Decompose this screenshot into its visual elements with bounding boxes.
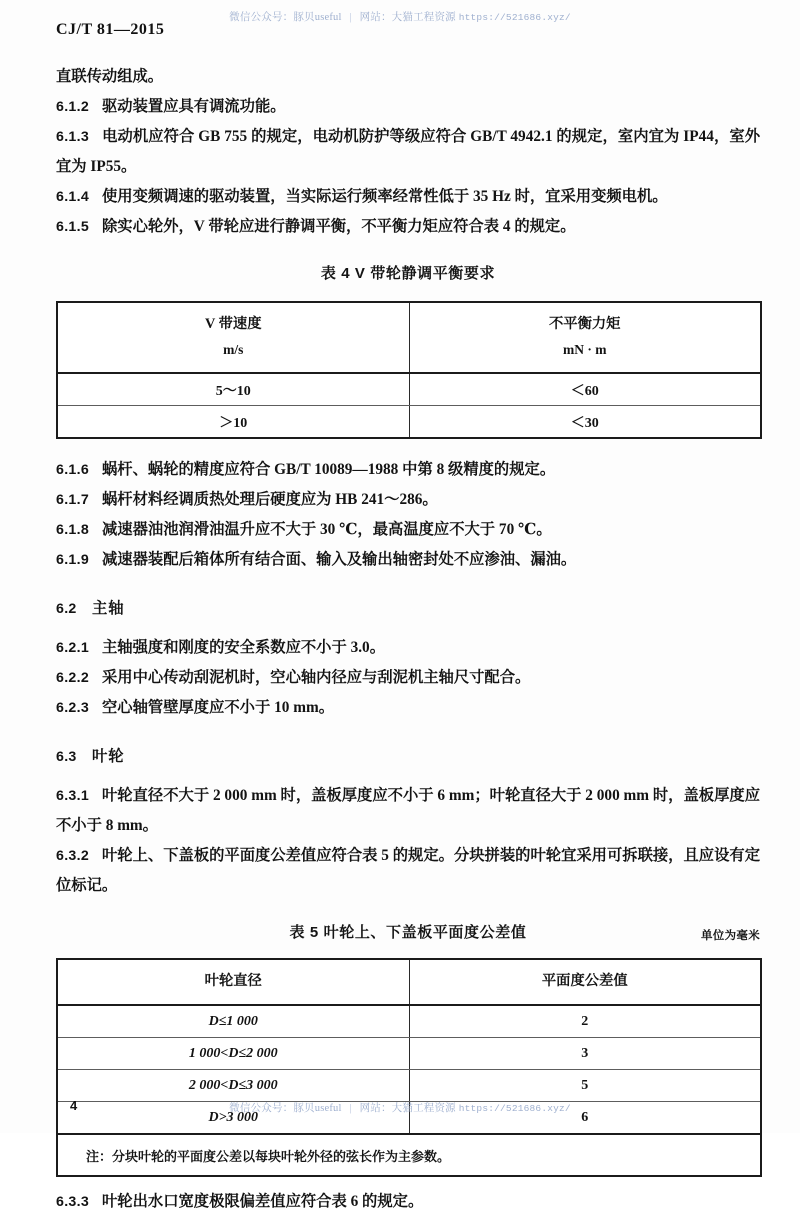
clause-number: 6.1.7 [56, 492, 90, 508]
table-row [57, 1005, 761, 1038]
section-number: 6.2 [56, 601, 77, 617]
clause-number: 6.1.6 [56, 462, 90, 478]
clause-text: 减速器油池润滑油温升应不大于 30 ℃，最高温度应不大于 70 ℃。 [102, 521, 552, 538]
table-row [57, 373, 761, 406]
clause-text: 蜗杆材料经调质热处理后硬度应为 HB 241～286。 [102, 491, 438, 508]
table-5-cell: D>3 000 [57, 1102, 409, 1135]
clause-text: 驱动装置应具有调流功能。 [102, 98, 286, 115]
clause-text: 除实心轮外，V 带轮应进行静调平衡，不平衡力矩应符合表 4 的规定。 [102, 218, 576, 235]
clause-text: 空心轴管壁厚度应不小于 10 mm。 [102, 699, 334, 716]
clause-text: 使用变频调速的驱动装置，当实际运行频率经常性低于 35 Hz 时，宜采用变频电机。 [102, 188, 668, 205]
table-5-header-cell-1 [57, 959, 409, 1005]
clause-number: 6.1.2 [56, 99, 90, 115]
table-5-cell: 6 [409, 1102, 761, 1135]
header-title: V 带速度 [204, 316, 262, 332]
standard-number-header: CJ/T 81—2015 [56, 21, 165, 38]
table-4-header-cell-1 [57, 302, 409, 373]
watermark-separator: | [349, 12, 352, 23]
table-4-cell: ＜60 [409, 373, 761, 406]
watermark-wechat-label: 微信公众号：豚贝useful [229, 1103, 342, 1114]
table-4 [56, 301, 762, 439]
watermark-url: https://521686.xyz/ [458, 12, 571, 23]
table-5-cell: 5 [409, 1070, 761, 1102]
clause-number: 6.2.3 [56, 700, 90, 716]
clause-6-2-1 [56, 633, 760, 663]
table-5-cell: D≤1 000 [57, 1005, 409, 1038]
clause-number: 6.1.3 [56, 129, 90, 145]
clause-6-1-9 [56, 545, 760, 575]
header-title: 平面度公差值 [541, 973, 628, 989]
header-title: 不平衡力矩 [549, 316, 621, 332]
table-4-cell: 5～10 [57, 373, 409, 406]
table-5-caption: 表 5 叶轮上、下盖板平面度公差值 [289, 924, 527, 941]
table-5-cell: 2 000<D≤3 000 [57, 1070, 409, 1102]
section-title: 主轴 [92, 600, 125, 617]
section-title: 叶轮 [92, 748, 125, 765]
table-note-row [57, 1134, 761, 1176]
clause-6-3-2 [56, 841, 760, 901]
section-heading-6-3 [56, 745, 760, 769]
clause-text: 蜗杆、蜗轮的精度应符合 GB/T 10089—1988 中第 8 级精度的规定。 [102, 461, 556, 478]
clause-6-1-4 [56, 182, 760, 212]
table-row-header [57, 302, 761, 373]
clause-number: 6.1.8 [56, 522, 90, 538]
header-unit: mN · m [563, 342, 607, 357]
table-5 [56, 958, 762, 1177]
clause-6-1-7 [56, 485, 760, 515]
table-row-header [57, 959, 761, 1005]
clause-text: 叶轮出水口宽度极限偏差值应符合表 6 的规定。 [102, 1193, 424, 1210]
clause-number: 6.2.1 [56, 640, 90, 656]
table-5-block [56, 921, 760, 1177]
spacer [56, 1177, 760, 1187]
header-unit: m/s [223, 342, 244, 357]
table-4-caption: 表 4 V 带轮静调平衡要求 [320, 265, 496, 282]
section-heading-6-2 [56, 597, 760, 621]
clause-6-2-3 [56, 693, 760, 723]
table-4-cell: ＞10 [57, 406, 409, 439]
section-number: 6.3 [56, 749, 77, 765]
clause-number: 6.2.2 [56, 670, 90, 686]
clause-6-2-2 [56, 663, 760, 693]
clause-text: 减速器装配后箱体所有结合面、输入及输出轴密封处不应渗油、漏油。 [102, 551, 577, 568]
table-5-header-cell-2 [409, 959, 761, 1005]
clause-number: 6.3.1 [56, 788, 90, 804]
clause-text: 采用中心传动刮泥机时，空心轴内径应与刮泥机主轴尺寸配合。 [102, 669, 531, 686]
clause-text: 叶轮直径不大于 2 000 mm 时，盖板厚度应不小于 6 mm；叶轮直径大于 2 000 mm 时，盖板厚度应不小于 8 mm。 [56, 787, 760, 834]
table-row [57, 406, 761, 439]
clause-number: 6.1.4 [56, 189, 90, 205]
table-5-note: 注：分块叶轮的平面度公差以每块叶轮外径的弦长作为主参数。 [57, 1134, 761, 1176]
table-row [57, 1038, 761, 1070]
document-body [56, 62, 760, 1217]
clause-6-1-8 [56, 515, 760, 545]
clause-6-1-5 [56, 212, 760, 242]
clause-6-1-6 [56, 455, 760, 485]
clause-6-3-3 [56, 1187, 760, 1217]
clause-number: 6.3.2 [56, 848, 90, 864]
table-5-cell: 1 000<D≤2 000 [57, 1038, 409, 1070]
clause-number: 6.1.5 [56, 219, 90, 235]
watermark-site-label: 网站：大猫工程资源 [359, 12, 456, 23]
clause-6-3-1 [56, 781, 760, 841]
clause-text: 主轴强度和刚度的安全系数应不小于 3.0。 [102, 639, 385, 656]
clause-6-1-2 [56, 92, 760, 122]
clause-text: 叶轮上、下盖板的平面度公差值应符合表 5 的规定。分块拼装的叶轮宜采用可拆联接，且应设有定位标记。 [56, 847, 760, 894]
table-4-header-cell-2 [409, 302, 761, 373]
watermark-url: https://521686.xyz/ [458, 1103, 571, 1114]
watermark-bottom [0, 1100, 800, 1115]
clause-number: 6.1.9 [56, 552, 90, 568]
table-4-cell: ＜30 [409, 406, 761, 439]
header-title: 叶轮直径 [204, 973, 262, 989]
clause-number: 6.3.3 [56, 1194, 90, 1210]
clause-text: 电动机应符合 GB 755 的规定，电动机防护等级应符合 GB/T 4942.1 的规定，室内宜为 IP44，室外宜为 IP55。 [56, 128, 760, 175]
watermark-wechat-label: 微信公众号：豚贝useful [229, 12, 342, 23]
table-5-cell: 3 [409, 1038, 761, 1070]
table-5-cell: 2 [409, 1005, 761, 1038]
page-number: 4 [70, 1098, 78, 1113]
watermark-separator: | [349, 1103, 352, 1114]
table-row [57, 1070, 761, 1102]
table-5-unit-note: 单位为毫米 [701, 930, 760, 942]
lead-line: 直联传动组成。 [56, 68, 164, 85]
clause-6-1-3 [56, 122, 760, 182]
spacer [56, 439, 760, 455]
watermark-site-label: 网站：大猫工程资源 [359, 1103, 456, 1114]
table-4-block [56, 262, 760, 439]
table-5-caption-row [56, 921, 760, 942]
